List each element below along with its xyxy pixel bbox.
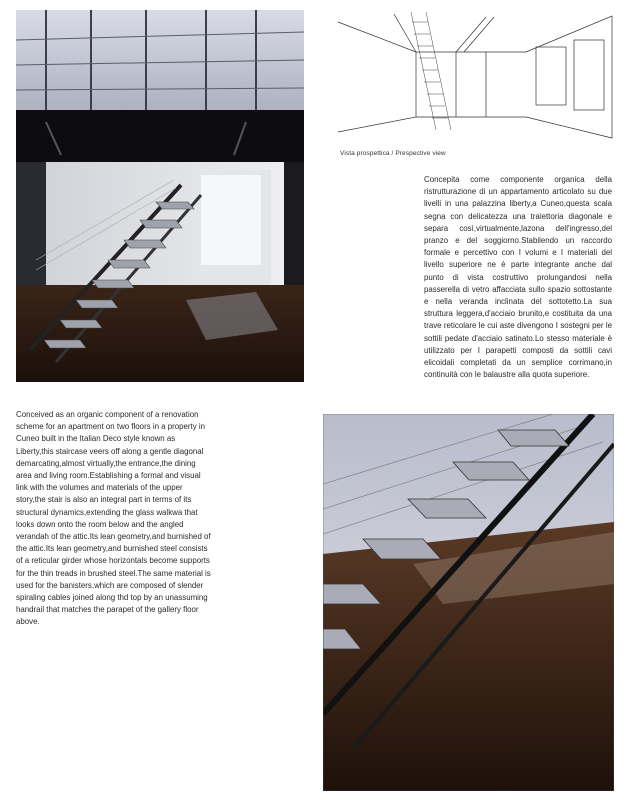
english-description: Conceived as an organic component of a renovation scheme for an apartment on two floors in a property in Cuneo built in the Italian Deco style known as Liberty,this staircase veers off along a gentle diagonal demarcating,almost virtually,the entrance,the dining area and living room.Establishing a formal and visual link with the volumes and materials of the upper story,the stair is also an integral part in terms of its structural dynamics,extending the glass walkwa that looks down onto the room below and the angled verandah of the attic.Its lean geometry,and burnished of the attic.Its lean geometry,and burnished steel consists of a reticular girder whose horizontals become supports for the thin treads in brushed steel.The same material is used for the banisters,which are composed of slender spiraling cables joined along thd top by an unassuming handrail that matches the parapet of the gallery floor above. [16, 410, 211, 627]
sketch-caption: Vista prospettica / Prespective view [340, 150, 446, 157]
staircase-photo-detail [323, 414, 614, 791]
staircase-photo-gallery [16, 10, 304, 382]
italian-description: Concepita come componente organica della ristrutturazione di un appartamento articolato su due livelli in una palazzina liberty,a Cuneo,questa scala segna con delicatezza una traiettoria diagonale e separa così,virtualmente,lazona dell'ingresso,del pranzo e del soggiorno.Stabilendo un raccordo formale e percettivo con I volumi e I materiali del livello superiore ne è parte integrante anche dal punto di vista costruttivo prolungandosi nella passerella di vetro affacciata sullo spazio sottostante e nella veranda inclinata del sottotetto.La sua struttura leggera,d'acciaio brunito,e costituita da una trave reticolare le cui aste divengono I sostegni per le sottili pedate d'acciaio satinato.Lo stesso materiale è utilizzato per I parapetti composti da sottili cavi elicoidali completati da un semplice corrimano,in continuità con le balaustre alla quota superiore. [424, 175, 612, 380]
perspective-sketch [336, 12, 614, 140]
